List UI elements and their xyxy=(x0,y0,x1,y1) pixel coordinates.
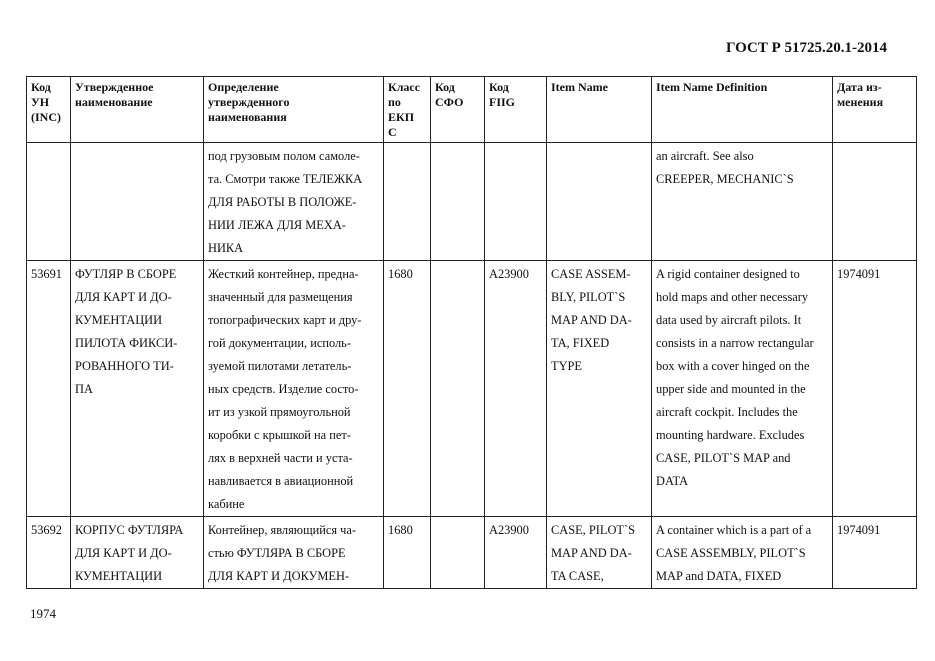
text-line: лях в верхней части и уста- xyxy=(208,451,353,465)
header-fiig xyxy=(485,77,547,143)
text-line: data used by aircraft pilots. It xyxy=(656,313,802,327)
text-line: MAP AND DA- xyxy=(551,313,632,327)
text-line: an aircraft. See also xyxy=(656,149,754,163)
text-line: FIIG xyxy=(489,95,516,109)
text-line: С xyxy=(388,125,397,139)
text-line: CREEPER, MECHANIC`S xyxy=(656,172,794,186)
text-line: зуемой пилотами летатель- xyxy=(208,359,352,373)
cell-sfo xyxy=(431,517,485,589)
text-line: ДЛЯ КАРТ И ДО- xyxy=(75,290,172,304)
catalog-table xyxy=(26,76,917,589)
cell-item-name xyxy=(547,517,652,589)
text-line: значенный для размещения xyxy=(208,290,353,304)
cell-item-name-definition xyxy=(652,261,833,517)
text-line: hold maps and other necessary xyxy=(656,290,809,304)
table-row xyxy=(27,143,917,261)
text-line: Класс xyxy=(388,80,421,94)
cell-definition xyxy=(204,517,384,589)
document-standard-code: ГОСТ Р 51725.20.1-2014 xyxy=(725,40,887,56)
text-line: КУМЕНТАЦИИ xyxy=(75,569,163,583)
cell-class: 1680 xyxy=(384,517,431,589)
cell-fiig xyxy=(485,143,547,261)
text-line: aircraft cockpit. Includes the xyxy=(656,405,798,419)
cell-definition xyxy=(204,143,384,261)
text-line: коробки с крышкой на пет- xyxy=(208,428,351,442)
cell-change-date xyxy=(833,143,917,261)
text-line: НИКА xyxy=(208,241,244,255)
text-line: ЕКП xyxy=(388,110,415,124)
table-header-row xyxy=(27,77,917,143)
text-line: A container which is a part of a xyxy=(656,523,812,537)
header-change-date xyxy=(833,77,917,143)
text-line: КОРПУС ФУТЛЯРА xyxy=(75,523,184,537)
cell-item-name-definition xyxy=(652,517,833,589)
text-line: mounting hardware. Excludes xyxy=(656,428,805,442)
text-line: A rigid container designed to xyxy=(656,267,800,281)
cell-item-name xyxy=(547,261,652,517)
cell-inc: 53691 xyxy=(27,261,71,517)
text-line: Определение xyxy=(208,80,279,94)
text-line: CASE ASSEM- xyxy=(551,267,631,281)
text-line: Контейнер, являющийся ча- xyxy=(208,523,357,537)
cell-class: 1680 xyxy=(384,261,431,517)
text-line: ПИЛОТА ФИКСИ- xyxy=(75,336,178,350)
table-row xyxy=(27,517,917,589)
table-row xyxy=(27,261,917,517)
header-approved-name xyxy=(71,77,204,143)
text-line: менения xyxy=(837,95,884,109)
header-item-name-definition xyxy=(652,77,833,143)
cell-definition xyxy=(204,261,384,517)
cell-change-date: 1974091 xyxy=(833,517,917,589)
text-line: ДЛЯ РАБОТЫ В ПОЛОЖЕ- xyxy=(208,195,357,209)
text-line: CASE, PILOT`S xyxy=(551,523,635,537)
text-line: ПА xyxy=(75,382,93,396)
text-line: кабине xyxy=(208,497,245,511)
text-line: та. Смотри также ТЕЛЕЖКА xyxy=(208,172,363,186)
cell-inc: 53692 xyxy=(27,517,71,589)
cell-approved-name xyxy=(71,517,204,589)
text-line: ДЛЯ КАРТ И ДОКУМЕН- xyxy=(208,569,350,583)
text-line: TA, FIXED xyxy=(551,336,610,350)
text-line: CASE, PILOT`S MAP and xyxy=(656,451,791,465)
cell-approved-name xyxy=(71,261,204,517)
cell-class xyxy=(384,143,431,261)
text-line: Item Name xyxy=(551,80,608,94)
text-line: Код xyxy=(489,80,509,94)
text-line: НИИ ЛЕЖА ДЛЯ МЕХА- xyxy=(208,218,346,232)
text-line: ДЛЯ КАРТ И ДО- xyxy=(75,546,172,560)
cell-fiig: A23900 xyxy=(485,261,547,517)
text-line: Утвержденное xyxy=(75,80,154,94)
text-line: Item Name Definition xyxy=(656,80,768,94)
text-line: consists in a narrow rectangular xyxy=(656,336,814,350)
text-line: наименование xyxy=(75,95,153,109)
text-line: ФУТЛЯР В СБОРЕ xyxy=(75,267,177,281)
header-inc xyxy=(27,77,71,143)
text-line: топографических карт и дру- xyxy=(208,313,362,327)
cell-inc xyxy=(27,143,71,261)
text-line: (INC) xyxy=(31,110,61,124)
page-number: 1974 xyxy=(30,606,56,621)
text-line: СФО xyxy=(435,95,464,109)
header-sfo xyxy=(431,77,485,143)
text-line: навливается в авиационной xyxy=(208,474,354,488)
text-line: DATA xyxy=(656,474,689,488)
cell-sfo xyxy=(431,143,485,261)
cell-item-name-definition xyxy=(652,143,833,261)
text-line: под грузовым полом самоле- xyxy=(208,149,360,163)
text-line: РОВАННОГО ТИ- xyxy=(75,359,174,373)
text-line: BLY, PILOT`S xyxy=(551,290,626,304)
cell-change-date: 1974091 xyxy=(833,261,917,517)
text-line: КУМЕНТАЦИИ xyxy=(75,313,163,327)
cell-sfo xyxy=(431,261,485,517)
text-line: TYPE xyxy=(551,359,582,373)
text-line: MAP AND DA- xyxy=(551,546,632,560)
text-line: по xyxy=(388,95,401,109)
text-line: CASE ASSEMBLY, PILOT`S xyxy=(656,546,806,560)
text-line: УН xyxy=(31,95,50,109)
text-line: TA CASE, xyxy=(551,569,604,583)
text-line: Дата из- xyxy=(837,80,882,94)
header-definition xyxy=(204,77,384,143)
text-line: Код xyxy=(31,80,51,94)
text-line: утвержденного xyxy=(208,95,290,109)
text-line: ит из узкой прямоугольной xyxy=(208,405,351,419)
text-line: Код xyxy=(435,80,455,94)
text-line: Жесткий контейнер, предна- xyxy=(208,267,359,281)
header-item-name xyxy=(547,77,652,143)
cell-item-name xyxy=(547,143,652,261)
text-line: наименования xyxy=(208,110,287,124)
header-class xyxy=(384,77,431,143)
text-line: гой документации, исполь- xyxy=(208,336,351,350)
text-line: upper side and mounted in the xyxy=(656,382,806,396)
text-line: MAP and DATA, FIXED xyxy=(656,569,782,583)
cell-fiig: A23900 xyxy=(485,517,547,589)
text-line: ных средств. Изделие состо- xyxy=(208,382,359,396)
text-line: box with a cover hinged on the xyxy=(656,359,810,373)
cell-approved-name xyxy=(71,143,204,261)
text-line: стью ФУТЛЯРА В СБОРЕ xyxy=(208,546,346,560)
